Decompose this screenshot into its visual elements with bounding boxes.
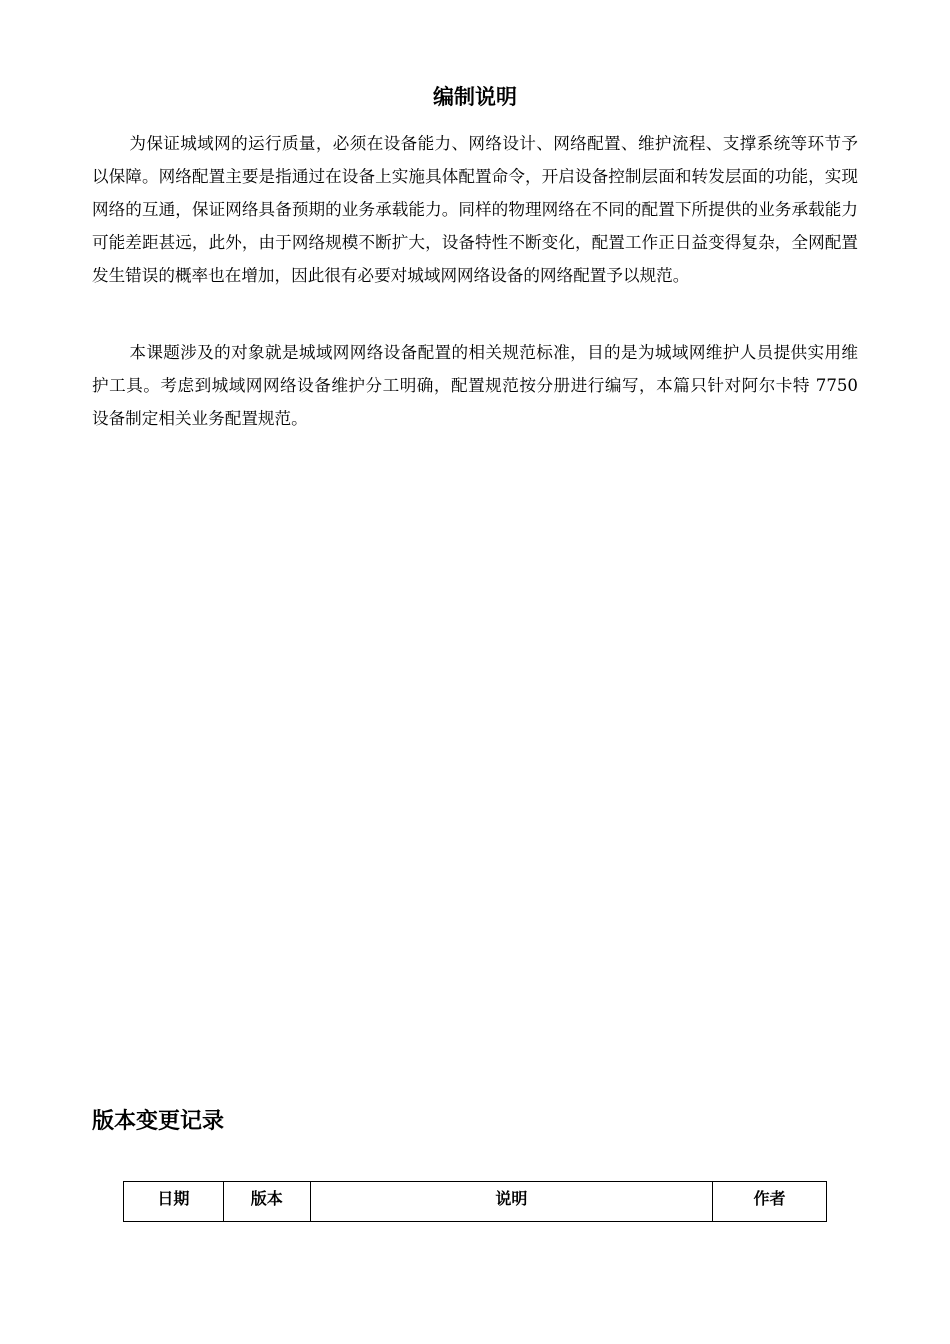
column-header-date: 日期 [124, 1182, 224, 1222]
column-header-author: 作者 [713, 1182, 827, 1222]
version-record-table [123, 1181, 827, 1222]
paragraph-text: 为保证城域网的运行质量，必须在设备能力、网络设计、网络配置、维护流程、支撑系统等环节予以保障。网络配置主要是指通过在设备上实施具体配置命令，开启设备控制层面和转发层面的功能，实现网络的互通，保证网络具备预期的业务承载能力。同样的物理网络在不同的配置下所提供的业务承载能力可能差距甚远，此外，由于网络规模不断扩大，设备特性不断变化，配置工作正日益变得复杂，全网配置发生错误的概率也在增加，因此很有必要对城域网网络设备的网络配置予以规范。 [92, 134, 858, 285]
table-header-row [124, 1182, 827, 1222]
version-record-heading: 版本变更记录 [92, 1109, 225, 1134]
paragraph-text: 本课题涉及的对象就是城域网网络设备配置的相关规范标准，目的是为城域网维护人员提供实用维护工具。考虑到城域网网络设备维护分工明确，配置规范按分册进行编写，本篇只针对阿尔卡特 7750 设备制定相关业务配置规范。 [92, 343, 858, 428]
column-header-description: 说明 [310, 1182, 712, 1222]
intro-paragraph-1 [92, 127, 858, 292]
document-title: 编制说明 [433, 85, 517, 109]
intro-paragraph-2 [92, 336, 858, 435]
column-header-version: 版本 [223, 1182, 310, 1222]
